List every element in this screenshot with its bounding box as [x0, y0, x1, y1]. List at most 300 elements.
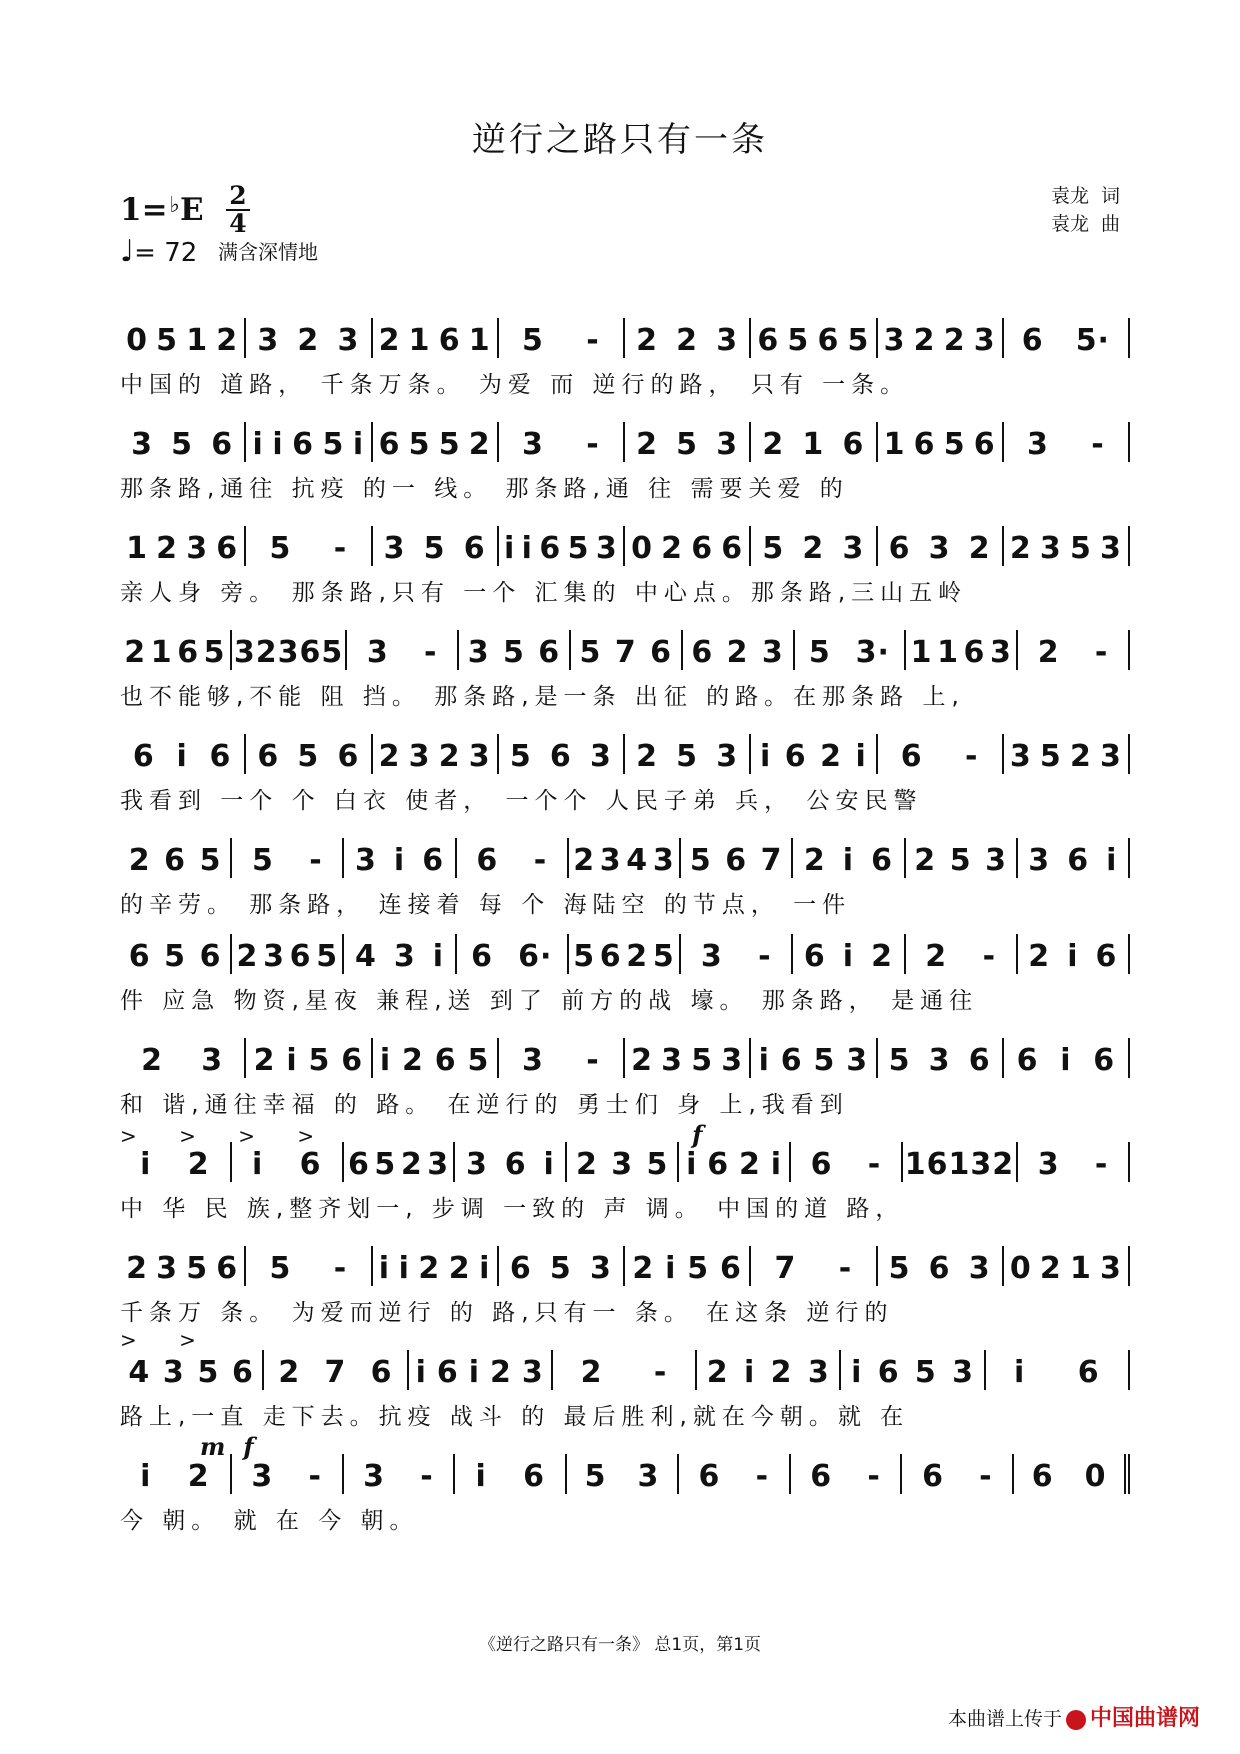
note: 2 — [914, 843, 937, 878]
note: 0 — [126, 323, 148, 358]
note: 7 — [324, 1355, 347, 1390]
note: 6 — [509, 1251, 532, 1286]
note: 5 — [316, 939, 339, 974]
measure — [120, 1350, 264, 1390]
note: 5 — [652, 939, 675, 974]
score-system — [120, 504, 1130, 608]
note: 2 — [1028, 939, 1051, 974]
note: 6 — [842, 427, 865, 462]
note: 6 — [347, 1147, 370, 1182]
measure — [373, 318, 499, 358]
note: 6 — [698, 1459, 721, 1494]
tempo-value: = 72 — [134, 238, 198, 268]
note: 5 — [888, 1251, 911, 1286]
notes-row — [120, 934, 1130, 974]
measure — [120, 422, 246, 462]
note: 6 — [877, 1355, 900, 1390]
note: i — [842, 939, 855, 974]
measure — [625, 1038, 751, 1078]
note: 2 — [216, 323, 239, 358]
note: 3 — [521, 1355, 544, 1390]
measure — [232, 1454, 344, 1494]
measure — [373, 1038, 499, 1078]
note: 3 — [156, 1251, 179, 1286]
measure — [625, 422, 751, 462]
note: 5 — [691, 1043, 714, 1078]
note: 2 — [297, 323, 320, 358]
measure — [751, 1246, 877, 1286]
measure — [232, 1142, 344, 1182]
note: 3 — [162, 1355, 185, 1390]
note: - — [423, 635, 438, 670]
note: 1 — [150, 635, 173, 670]
note: 3 — [637, 1459, 660, 1494]
note: i — [176, 739, 188, 774]
measure — [679, 1454, 791, 1494]
note: i — [378, 1251, 391, 1286]
note: 3 — [465, 1147, 488, 1182]
measure — [246, 526, 372, 566]
note: 6 — [784, 739, 807, 774]
note: 2 — [126, 1251, 148, 1286]
site-logo-icon — [1066, 1710, 1086, 1730]
note: 6 — [1077, 1355, 1100, 1390]
note: 2 — [418, 1251, 441, 1286]
note: 6 — [299, 1147, 322, 1182]
note: 3 — [366, 635, 389, 670]
dynamic-marking: mf — [200, 1432, 272, 1461]
note: 2 — [676, 323, 699, 358]
note: 6 — [549, 739, 572, 774]
measure — [373, 422, 499, 462]
note: 5 — [549, 1251, 572, 1286]
note: - — [1091, 427, 1105, 462]
note: 3 — [521, 1043, 544, 1078]
measure — [499, 1038, 625, 1078]
note: 5 — [646, 1147, 669, 1182]
measure — [751, 318, 877, 358]
note: 5 — [203, 635, 226, 670]
note: 3 — [186, 531, 209, 566]
note: 1 — [904, 1147, 927, 1182]
note: 2 — [925, 939, 948, 974]
note: 2 — [631, 1043, 653, 1078]
note: 2 — [636, 323, 658, 358]
note: 6 — [928, 1251, 951, 1286]
note: 6 — [719, 1251, 742, 1286]
note: i — [272, 427, 284, 462]
note: 5 — [579, 635, 602, 670]
measure — [246, 318, 372, 358]
note: 1 — [910, 635, 933, 670]
lyricist-name: 袁龙 — [1050, 185, 1089, 207]
lyrics-line: 今 朝。 就 在 今 朝。 — [120, 1508, 419, 1534]
note: 5 — [374, 1147, 397, 1182]
note: 2 — [1069, 739, 1092, 774]
note: 2 — [448, 1251, 471, 1286]
note: 5 — [509, 739, 532, 774]
measure — [373, 1246, 499, 1286]
measure — [681, 934, 793, 974]
time-bottom: 4 — [229, 209, 247, 238]
note: 3 — [590, 739, 612, 774]
notes-row — [120, 1142, 1130, 1182]
measure — [683, 630, 795, 670]
note: i — [759, 739, 772, 774]
note: 6 — [538, 635, 561, 670]
note: 6 — [1016, 1043, 1039, 1078]
note: 3 — [468, 739, 491, 774]
note: 6 — [926, 1147, 949, 1182]
note: 5 — [251, 843, 274, 878]
note: 2 — [402, 1043, 424, 1078]
measure — [841, 1350, 985, 1390]
note: 3 — [716, 739, 739, 774]
note: 3 — [928, 531, 951, 566]
measure — [120, 934, 232, 974]
flat-symbol: ♭ — [169, 192, 180, 218]
notes-row — [120, 422, 1130, 462]
note: 6 — [476, 843, 499, 878]
note: 1 — [126, 531, 148, 566]
note: 3 — [968, 1251, 991, 1286]
note: 5 — [199, 843, 222, 878]
note: i — [140, 1147, 152, 1182]
note: 6 — [337, 739, 360, 774]
note: 5 — [321, 635, 344, 670]
note: 2 — [378, 739, 401, 774]
note: 3 — [611, 1147, 634, 1182]
measure — [906, 838, 1018, 878]
composer-name: 袁龙 — [1050, 213, 1089, 235]
key-note: E — [179, 192, 204, 228]
note: 5 — [1039, 739, 1062, 774]
note: 6 — [780, 1043, 803, 1078]
note: 5 — [914, 1355, 937, 1390]
measure — [457, 934, 569, 974]
note: 3 — [846, 1043, 869, 1078]
note: 2 — [253, 1043, 276, 1078]
measure — [373, 734, 499, 774]
note: 4 — [128, 1355, 151, 1390]
measure — [344, 1142, 456, 1182]
note: 2 — [726, 635, 749, 670]
note: 5 — [813, 1043, 836, 1078]
note: 5 — [197, 1355, 220, 1390]
measure — [902, 1454, 1014, 1494]
note: 3 — [599, 843, 622, 878]
measure — [878, 422, 1004, 462]
measure — [878, 1246, 1004, 1286]
note: 6 — [471, 939, 494, 974]
note: i — [770, 1147, 782, 1182]
note: 2 — [490, 1355, 512, 1390]
measure — [455, 1142, 567, 1182]
note: 6 — [341, 1043, 364, 1078]
measure — [625, 1246, 751, 1286]
note: i — [686, 1147, 698, 1182]
measure — [986, 1350, 1130, 1390]
notes-row — [120, 1350, 1130, 1390]
articulation-row — [120, 1016, 1130, 1038]
note: 5 — [808, 635, 831, 670]
note: 3 — [521, 427, 544, 462]
measure — [455, 1454, 567, 1494]
note: 6 — [216, 1251, 239, 1286]
measure — [246, 422, 372, 462]
note: 3 — [807, 1355, 830, 1390]
note: i — [1067, 939, 1079, 974]
note: 5 — [171, 427, 194, 462]
measure — [567, 1454, 679, 1494]
note: - — [333, 531, 348, 566]
note: 2 — [762, 427, 785, 462]
lyrics-line: 件 应急 物资,星夜 兼程,送 到了 前方的战 壕。 那条路， 是通往 — [120, 988, 979, 1014]
articulation-row — [120, 608, 1130, 630]
measure — [457, 838, 569, 878]
measure — [120, 1038, 246, 1078]
note: 2 — [661, 531, 684, 566]
measure — [1004, 1246, 1130, 1286]
note: 6 — [599, 939, 622, 974]
note: 1 — [948, 1147, 971, 1182]
score-system — [120, 816, 1130, 918]
score-system — [120, 1224, 1130, 1328]
note: - — [586, 427, 600, 462]
measure — [120, 838, 232, 878]
notes-row — [120, 630, 1130, 670]
note: i — [503, 531, 516, 566]
note: 6 — [810, 1459, 833, 1494]
note: 2 — [802, 531, 825, 566]
note: 3 — [337, 323, 360, 358]
articulation-row — [120, 400, 1130, 422]
note: 2 — [580, 1355, 603, 1390]
articulation-row — [120, 1328, 1130, 1350]
note: 6 — [1031, 1459, 1054, 1494]
note: 3 — [970, 1147, 993, 1182]
note: i — [432, 939, 445, 974]
note: 3 — [1028, 843, 1051, 878]
note: i — [855, 739, 867, 774]
note: 6 — [463, 531, 486, 566]
note: - — [755, 1459, 770, 1494]
note: 3 — [1026, 427, 1049, 462]
page-title: 逆行之路只有一条 — [472, 120, 768, 160]
note: - — [867, 1459, 881, 1494]
measure — [625, 526, 751, 566]
notes-row — [120, 838, 1130, 878]
note: 6 — [922, 1459, 944, 1494]
accent-marks: > > — [120, 1328, 214, 1352]
measure — [1004, 1038, 1130, 1078]
note: 5 — [423, 531, 446, 566]
note: - — [1094, 635, 1109, 670]
notes-row — [120, 318, 1130, 358]
note: 3 — [363, 1459, 386, 1494]
note: 6 — [913, 427, 936, 462]
note: 2 — [278, 1355, 301, 1390]
note: 6 — [973, 427, 996, 462]
note: 2 — [236, 939, 259, 974]
notes-row — [120, 526, 1130, 566]
measure — [1004, 318, 1130, 358]
time-top: 2 — [229, 181, 247, 210]
note: 2 — [1009, 531, 1032, 566]
note: i — [1060, 1043, 1072, 1078]
note: 6 — [1093, 1043, 1116, 1078]
note: i — [1013, 1355, 1026, 1390]
note: - — [979, 1459, 993, 1494]
measure — [878, 1038, 1004, 1078]
key-signature — [120, 192, 204, 228]
note: 6 — [650, 635, 672, 670]
note: 3 — [233, 635, 256, 670]
note: 1 — [186, 323, 209, 358]
note: 3 — [973, 323, 996, 358]
measure — [344, 1454, 456, 1494]
note: i — [842, 843, 855, 878]
note: 2 — [156, 531, 179, 566]
note: 3 — [393, 939, 416, 974]
note: 3 — [408, 739, 431, 774]
note: 6 — [900, 739, 923, 774]
note: i — [398, 1251, 410, 1286]
articulation-row — [120, 816, 1130, 838]
note: 3 — [985, 843, 1007, 878]
note: i — [743, 1355, 756, 1390]
measure — [751, 526, 877, 566]
note: - — [586, 1043, 600, 1078]
measure — [571, 630, 683, 670]
lyrics-line: 路上,一直 走下去。抗疫 战斗 的 最后胜利,就在今朝。就 在 — [120, 1404, 910, 1430]
measure — [1014, 1454, 1130, 1494]
note: 3 — [251, 1459, 274, 1494]
note: i — [379, 1043, 392, 1078]
note: 3 — [1100, 531, 1122, 566]
note: - — [420, 1459, 434, 1494]
note: 2 — [128, 843, 151, 878]
measure — [499, 422, 625, 462]
time-signature — [224, 181, 252, 238]
lyrics-line: 千条万 条。 为爱而逆行 的 路,只有一 条。 在这条 逆行的 — [120, 1300, 894, 1326]
note: i — [521, 531, 533, 566]
note: 6 — [211, 427, 234, 462]
measure — [1004, 734, 1130, 774]
note: 3 — [201, 1043, 224, 1078]
measure — [232, 630, 347, 670]
note: i — [475, 1459, 487, 1494]
note: 5 — [308, 1043, 331, 1078]
note: 6 — [209, 739, 232, 774]
measure — [795, 630, 907, 670]
articulation-row — [120, 504, 1130, 526]
score-system — [120, 400, 1130, 504]
note: 3 — [1100, 739, 1122, 774]
note: 5 — [156, 323, 179, 358]
measure — [791, 1454, 903, 1494]
measure — [751, 734, 877, 774]
note: 2 — [871, 939, 893, 974]
note: 7 — [774, 1251, 797, 1286]
note: 2 — [468, 427, 491, 462]
note: 5 — [949, 843, 972, 878]
note: 2 — [576, 1147, 598, 1182]
measure — [120, 1454, 232, 1494]
note: 6 — [164, 843, 187, 878]
note: - — [758, 939, 772, 974]
note: 2 — [636, 427, 658, 462]
note: - — [533, 843, 548, 878]
note: 6 — [177, 635, 200, 670]
note: - — [867, 1147, 882, 1182]
note: 2 — [738, 1147, 761, 1182]
lyrics-line: 亲人身 旁。 那条路,只有 一个 汇集的 中心点。那条路,三山五岭 — [120, 580, 968, 606]
measure — [373, 526, 499, 566]
note: - — [965, 739, 979, 774]
articulation-row — [120, 296, 1130, 318]
note: 1 — [802, 427, 825, 462]
measure — [1018, 838, 1130, 878]
measure — [793, 934, 905, 974]
note: i — [415, 1355, 427, 1390]
note: i — [140, 1459, 152, 1494]
notes-row — [120, 1454, 1130, 1494]
measure — [120, 1142, 232, 1182]
note: 6 — [810, 1147, 833, 1182]
note: 6 — [1021, 323, 1044, 358]
note: 6 — [232, 1355, 254, 1390]
note: 1 — [408, 323, 431, 358]
note: 6 — [757, 323, 780, 358]
note: 2 — [820, 739, 842, 774]
note: 5 — [787, 323, 810, 358]
measure — [878, 734, 1004, 774]
note: 3 — [467, 635, 490, 670]
note: 3 — [590, 1251, 612, 1286]
note: 2 — [378, 323, 401, 358]
note: 2 — [770, 1355, 793, 1390]
note: 2 — [803, 843, 826, 878]
lyricist-line — [1051, 182, 1120, 210]
measure — [499, 318, 625, 358]
measure — [878, 526, 1004, 566]
measure — [120, 1246, 246, 1286]
note: 5 — [888, 1043, 911, 1078]
note: 3 — [928, 1043, 951, 1078]
score-system — [120, 1120, 1130, 1224]
note: 5 — [584, 1459, 607, 1494]
note: 6 — [523, 1459, 545, 1494]
measure — [232, 934, 344, 974]
measure — [246, 1246, 372, 1286]
note: 6 — [968, 1043, 991, 1078]
accent-marks: > > > > — [120, 1124, 333, 1148]
score-system — [120, 296, 1130, 400]
lyrics-line: 和 谐,通往幸福 的 路。 在逆行的 勇士们 身 上,我看到 — [120, 1092, 849, 1118]
note: 5 — [847, 323, 870, 358]
measure — [1004, 422, 1130, 462]
note: i — [758, 1043, 770, 1078]
note: 3 — [989, 635, 1012, 670]
measure — [120, 734, 246, 774]
measure — [499, 1246, 625, 1286]
measure — [1018, 1142, 1130, 1182]
measure — [906, 934, 1018, 974]
dynamic-marking: f — [692, 1120, 721, 1149]
measure — [751, 1038, 877, 1078]
measure — [878, 318, 1004, 358]
